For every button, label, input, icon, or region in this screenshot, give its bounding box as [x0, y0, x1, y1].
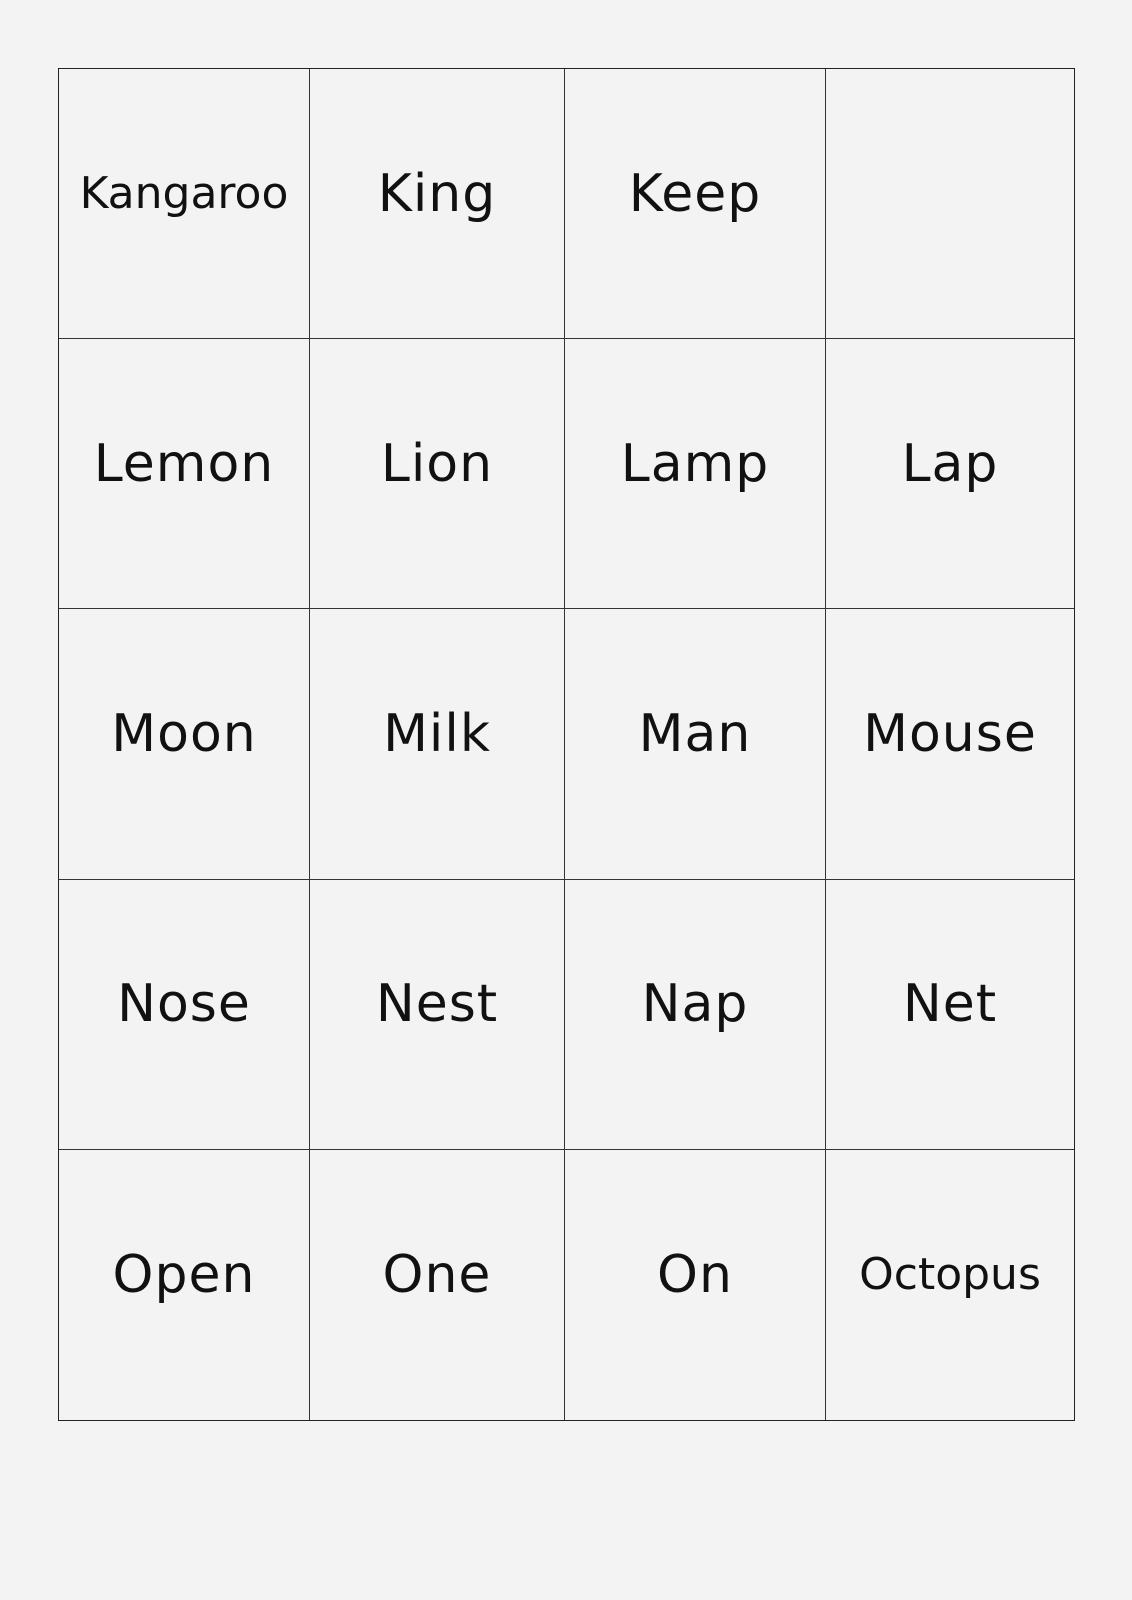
card-cell	[565, 69, 826, 339]
card-cell	[310, 1150, 565, 1420]
card-word: Lamp	[620, 433, 770, 494]
card-word: Mouse	[863, 703, 1037, 764]
flashcard-grid	[58, 68, 1075, 1421]
card-word: Man	[638, 703, 752, 764]
card-cell	[826, 339, 1074, 609]
card-word: Keep	[628, 163, 762, 224]
card-word: One	[382, 1244, 492, 1305]
card-cell	[826, 609, 1074, 879]
card-word: Moon	[111, 703, 257, 764]
card-cell	[59, 609, 310, 879]
card-cell-empty	[826, 69, 1074, 339]
card-cell	[59, 339, 310, 609]
card-word: Kangaroo	[79, 168, 289, 220]
card-cell	[310, 69, 565, 339]
card-cell	[59, 1150, 310, 1420]
card-word: Nest	[375, 974, 499, 1035]
card-word: On	[657, 1244, 733, 1305]
card-cell	[565, 339, 826, 609]
card-word: Lap	[901, 433, 999, 494]
card-word: King	[377, 163, 497, 224]
card-word: Nap	[641, 974, 749, 1035]
card-cell	[59, 69, 310, 339]
card-word: Lion	[380, 433, 494, 494]
card-word: Net	[902, 974, 998, 1035]
card-word: Lemon	[93, 433, 275, 494]
card-cell	[565, 1150, 826, 1420]
card-word: Nose	[117, 974, 251, 1035]
card-cell	[826, 880, 1074, 1150]
card-cell	[565, 609, 826, 879]
card-cell	[565, 880, 826, 1150]
card-cell	[310, 339, 565, 609]
card-word: Octopus	[859, 1249, 1041, 1301]
card-word: Milk	[383, 703, 491, 764]
card-word: Open	[112, 1244, 256, 1305]
card-cell	[310, 880, 565, 1150]
card-cell	[826, 1150, 1074, 1420]
card-cell	[59, 880, 310, 1150]
card-cell	[310, 609, 565, 879]
